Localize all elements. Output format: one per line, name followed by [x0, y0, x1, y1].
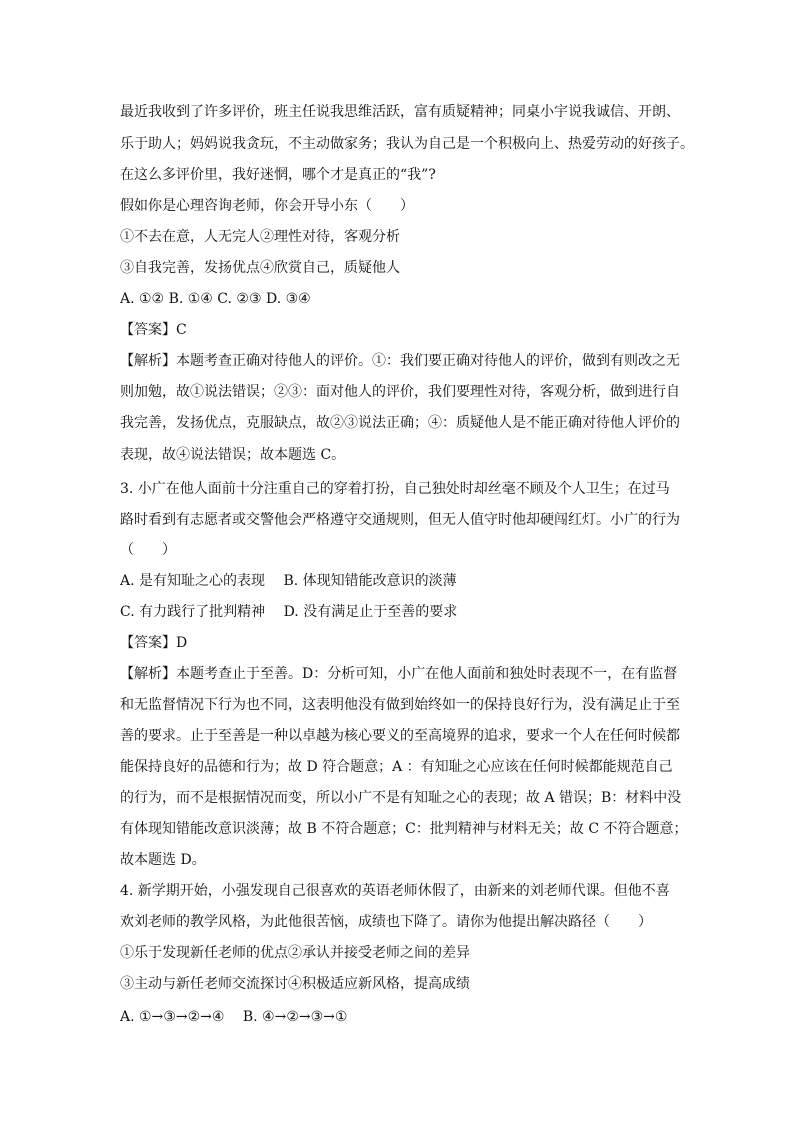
- text-line: 欢刘老师的教学风格，为此他很苦恼，成绩也下降了。请你为他提出解决路径（ ）: [120, 914, 652, 930]
- question-4: 4. 新学期开始，小强发现自己很喜欢的英语老师休假了，由新来的刘老师代课。但他不喜: [120, 883, 670, 899]
- answer-label: 【答案】D: [120, 635, 188, 651]
- analysis-line: 表现，故④说法错误；故本题选 C。: [120, 447, 346, 463]
- analysis-line: 故本题选 D。: [120, 852, 206, 868]
- text-line: 路时看到有志愿者或交警他会严格遵守交通规则，但无人值守时他却硬闯红灯。小广的行为: [120, 512, 680, 528]
- blank-parens: （ ）: [120, 542, 176, 558]
- option-line: ①不去在意，人无完人②理性对待，客观分析: [120, 229, 400, 245]
- text-line: 在这么多评价里，我好迷惘，哪个才是真正的“我”?: [120, 167, 436, 183]
- analysis-line: 善的要求。止于至善是一种以卓越为核心要义的至高境界的追求，要求一个人在任何时候都: [120, 728, 680, 744]
- analysis-line: 和无监督情况下行为也不同，这表明他没有做到始终如一的保持良好行为，没有满足止于至: [120, 697, 680, 713]
- choices-line: A. ①② B. ①④ C. ②③ D. ③④: [120, 291, 311, 307]
- analysis-line: 则加勉，故①说法错误；②③：面对他人的评价，我们要理性对待，客观分析，做到进行自: [120, 384, 680, 400]
- text-line: 最近我收到了许多评价，班主任说我思维活跃，富有质疑精神；同桌小宇说我诚信、开朗、: [120, 104, 680, 120]
- answer-label: 【答案】C: [120, 322, 187, 338]
- option-line: ③自我完善，发扬优点④欣赏自己，质疑他人: [120, 260, 400, 276]
- analysis-line: 能保持良好的品德和行为；故 D 符合题意；A ：有知耻之心应该在任何时候都能规范自己: [120, 759, 673, 775]
- text-line: 乐于助人；妈妈说我贪玩，不主动做家务；我认为自己是一个积极向上、热爱劳动的好孩子。: [120, 136, 694, 152]
- analysis-line: 的行为，而不是根据情况而变，所以小广不是有知耻之心的表现；故 A 错误；B：材料中没: [120, 790, 682, 806]
- option-line: ①乐于发现新任老师的优点②承认并接受老师之间的差异: [120, 945, 470, 961]
- analysis-line: 【解析】本题考查止于至善。D：分析可知，小广在他人面前和独处时表现不一，在有监督: [120, 666, 678, 682]
- choices-line: A. ①→③→②→④ B. ④→②→③→①: [120, 1009, 348, 1025]
- choices-line: A. 是有知耻之心的表现 B. 体现知错能改意识的淡薄: [120, 573, 457, 589]
- choices-line: C. 有力践行了批判精神 D. 没有满足止于至善的要求: [120, 604, 458, 620]
- question-stem: 假如你是心理咨询老师，你会开导小东（ ）: [120, 198, 414, 214]
- analysis-line: 【解析】本题考查正确对待他人的评价。①：我们要正确对待他人的评价，做到有则改之无: [120, 353, 680, 369]
- analysis-line: 我完善，发扬优点，克服缺点，故②③说法正确；④：质疑他人是不能正确对待他人评价的: [120, 415, 680, 431]
- option-line: ③主动与新任老师交流探讨④积极适应新风格，提高成绩: [120, 976, 470, 992]
- question-3: 3. 小广在他人面前十分注重自己的穿着打扮，自己独处时却丝毫不顾及个人卫生；在过马: [120, 481, 670, 497]
- analysis-line: 有体现知错能改意识淡薄；故 B 不符合题意；C：批判精神与材料无关；故 C 不符合题意；: [120, 821, 688, 837]
